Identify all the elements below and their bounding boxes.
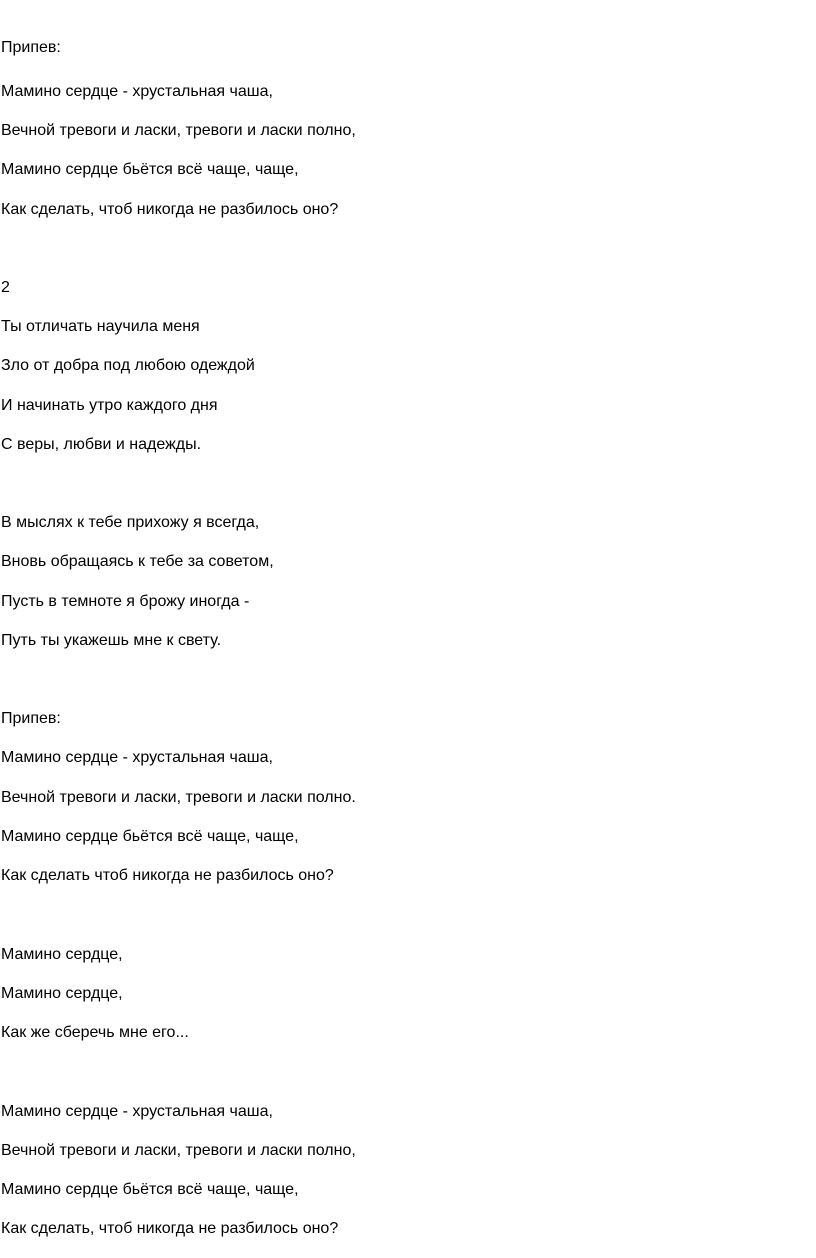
- text-line: Вечной тревоги и ласки, тревоги и ласки полно,: [1, 1142, 356, 1159]
- text-line: Мамино сердце бьётся всё чаще, чаще,: [1, 828, 299, 845]
- text-line: Мамино сердце,: [1, 946, 123, 963]
- text-line: Мамино сердце - хрустальная чаша,: [1, 83, 273, 100]
- text-line: Мамино сердце - хрустальная чаша,: [1, 749, 273, 766]
- text-line: Вечной тревоги и ласки, тревоги и ласки полно.: [1, 789, 356, 806]
- chorus-heading: Припев:: [1, 710, 61, 727]
- text-line: Путь ты укажешь мне к свету.: [1, 632, 222, 649]
- text-line: Мамино сердце - хрустальная чаша,: [1, 1103, 273, 1120]
- text-line: Мамино сердце,: [1, 985, 123, 1002]
- text-line: Вновь обращаясь к тебе за советом,: [1, 553, 274, 570]
- text-line: Вечной тревоги и ласки, тревоги и ласки полно,: [1, 122, 356, 139]
- text-line: С веры, любви и надежды.: [1, 436, 202, 453]
- text-line: Мамино сердце бьётся всё чаще, чаще,: [1, 1181, 299, 1198]
- text-line: Как сделать, чтоб никогда не разбилось оно?: [1, 1220, 339, 1237]
- verse-number: 2: [1, 279, 10, 296]
- text-line: Как сделать, чтоб никогда не разбилось оно?: [1, 201, 339, 218]
- text-line: Ты отличать научила меня: [1, 318, 200, 335]
- text-line: И начинать утро каждого дня: [1, 397, 218, 414]
- text-line: Как же сберечь мне его...: [1, 1024, 189, 1041]
- chorus-heading: Припев:: [1, 39, 61, 56]
- text-line: Пусть в темноте я брожу иногда -: [1, 593, 250, 610]
- text-line: Мамино сердце бьётся всё чаще, чаще,: [1, 161, 299, 178]
- text-line: В мыслях к тебе прихожу я всегда,: [1, 514, 260, 531]
- text-line: Как сделать чтоб никогда не разбилось оно?: [1, 867, 334, 884]
- text-line: Зло от добра под любою одеждой: [1, 357, 255, 374]
